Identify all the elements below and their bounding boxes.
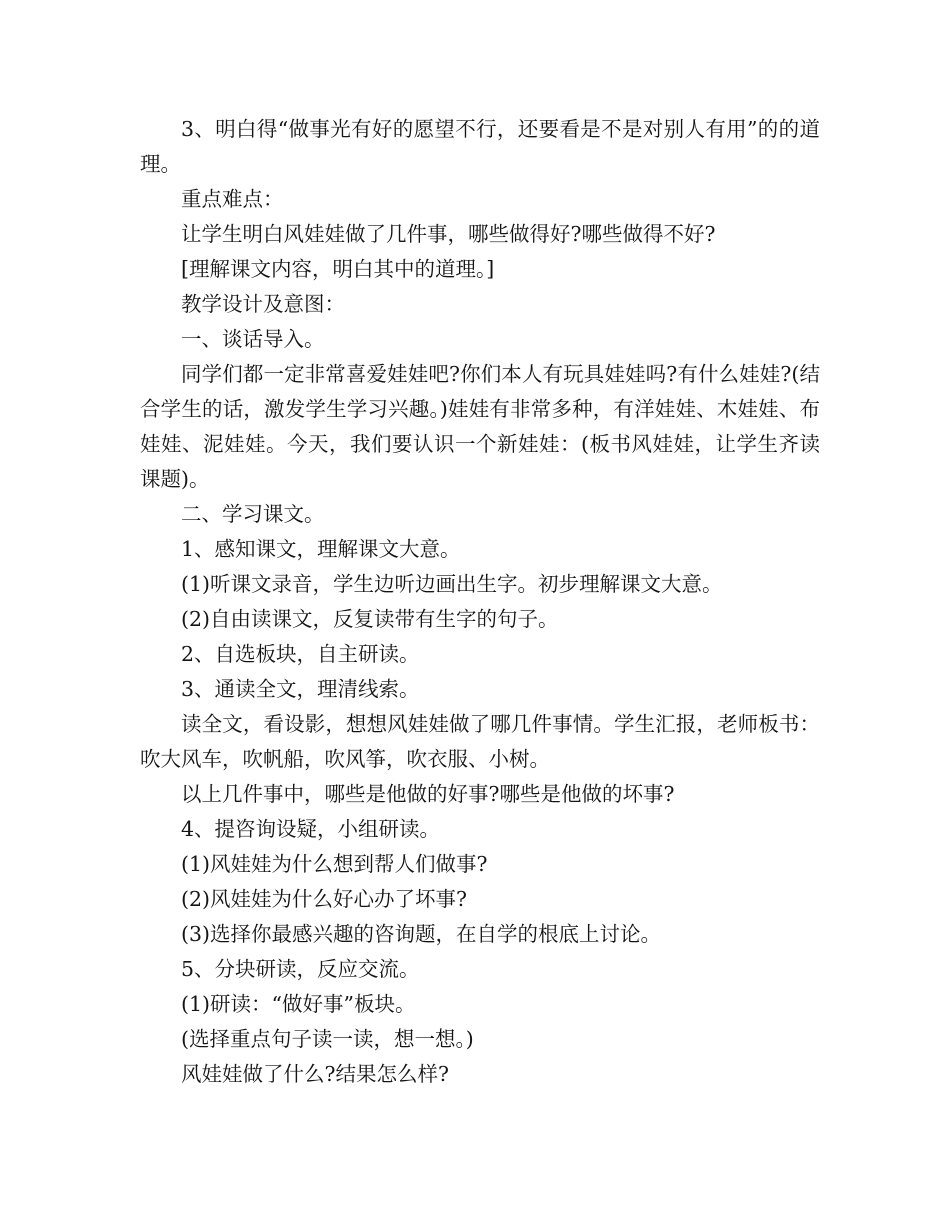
paragraph-step-3-question: 以上几件事中，哪些是他做的好事?哪些是他做的坏事?: [181, 782, 675, 806]
paragraph-step-1-2: (2)自由读课文，反复读带有生字的句子。: [181, 607, 559, 631]
paragraph-step-1: 1、感知课文，理解课文大意。: [181, 537, 461, 561]
paragraph-step-2: 2、自选板块，自主研读。: [181, 642, 420, 666]
paragraph-step-5-1-question: 风娃娃做了什么?结果怎么样?: [181, 1062, 449, 1086]
paragraph-step-3-detail: 读全文，看设影，想想风娃娃做了哪几件事情。学生汇报，老师板书：吹大风车，吹帆船，吹风筝，吹衣服、小树。: [140, 712, 820, 771]
paragraph-step-5-1: (1)研读：“做好事”板块。: [181, 992, 416, 1016]
paragraph-section-2-heading: 二、学习课文。: [181, 502, 325, 526]
paragraph-step-1-1: (1)听课文录音，学生边听边画出生字。初步理解课文大意。: [181, 572, 723, 596]
paragraph-key-points-heading: 重点难点：: [181, 187, 284, 211]
document-body: [140, 112, 820, 1092]
paragraph-introduction: 同学们都一定非常喜爱娃娃吧?你们本人有玩具娃娃吗?有什么娃娃?(结合学生的话，激发学生学习兴趣。)娃娃有非常多种，有洋娃娃、木娃娃、布娃娃、泥娃娃。今天，我们要认识一个新娃娃：(板书风娃娃，让学生齐读课题)。: [140, 362, 820, 491]
paragraph-step-5: 5、分块研读，反应交流。: [181, 957, 420, 981]
paragraph-step-4-2: (2)风娃娃为什么好心办了坏事?: [181, 887, 468, 911]
paragraph-section-1-heading: 一、谈话导入。: [181, 327, 325, 351]
paragraph-key-points: 让学生明白风娃娃做了几件事，哪些做得好?哪些做得不好?: [181, 222, 716, 246]
paragraph-step-4-3: (3)选择你最感兴趣的咨询题，在自学的根底上讨论。: [181, 922, 662, 946]
paragraph-key-points-note: [理解课文内容，明白其中的道理。]: [181, 257, 495, 281]
paragraph-step-4: 4、提咨询设疑，小组研读。: [181, 817, 441, 841]
paragraph-objective-3: 3、明白得“做事光有好的愿望不行，还要看是不是对别人有用”的的道理。: [140, 117, 820, 176]
paragraph-design-heading: 教学设计及意图：: [181, 292, 345, 316]
paragraph-step-4-1: (1)风娃娃为什么想到帮人们做事?: [181, 852, 488, 876]
paragraph-step-5-1-note: (选择重点句子读一读，想一想。): [181, 1027, 474, 1051]
paragraph-step-3: 3、通读全文，理清线索。: [181, 677, 420, 701]
